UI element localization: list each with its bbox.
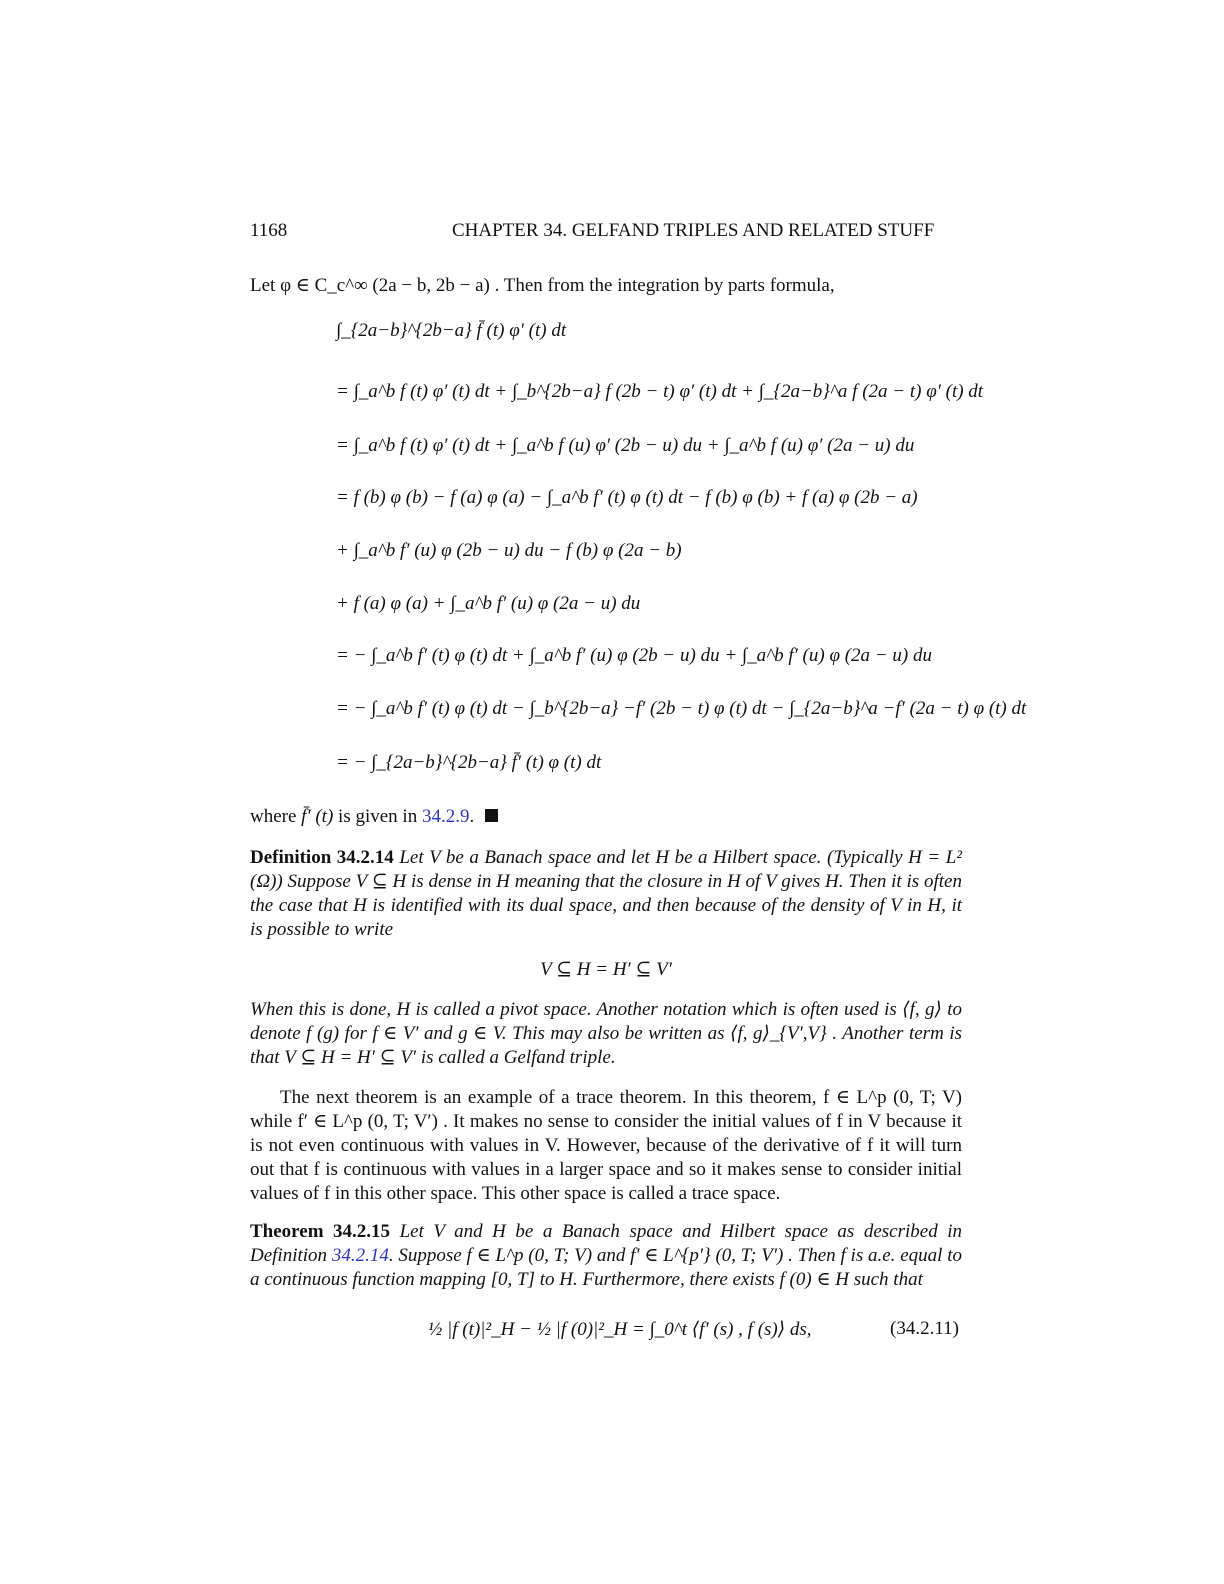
- page-number: 1168: [250, 220, 288, 241]
- derivation-line-4: + ∫_a^b f′ (u) φ (2b − u) du − f (b) φ (2a − b): [336, 540, 682, 561]
- chapter-title: CHAPTER 34. GELFAND TRIPLES AND RELATED STUFF: [452, 220, 935, 241]
- definition-body-2: When this is done, H is called a pivot space. Another notation which is often used is ⟨f, g⟩ to denote f (g) for f ∈ V′ and g ∈ V. This may also be written as ⟨f, g⟩_{V′,V} . Another term is that V ⊆ H = H′ ⊆ V′ is called a Gelfand triple.: [250, 999, 962, 1068]
- derivation-line-3: = f (b) φ (b) − f (a) φ (a) − ∫_a^b f′ (t) φ (t) dt − f (b) φ (b) + f (a) φ (2b − a): [336, 487, 918, 508]
- definition-display: V ⊆ H = H′ ⊆ V′: [540, 959, 672, 980]
- derivation-line-7: = − ∫_a^b f′ (t) φ (t) dt − ∫_b^{2b−a} −f′ (2b − t) φ (t) dt − ∫_{2a−b}^a −f′ (2a − t) φ (t) dt: [336, 698, 1027, 719]
- closing-text-mid: is given in: [338, 806, 418, 827]
- derivation-line-1: = ∫_a^b f (t) φ′ (t) dt + ∫_b^{2b−a} f (2b − t) φ′ (t) dt + ∫_{2a−b}^a f (2a − t) φ′ (t) dt: [336, 381, 984, 402]
- closing-math: f̄′ (t): [301, 806, 334, 827]
- derivation-line-8: = − ∫_{2a−b}^{2b−a} f̄′ (t) φ (t) dt: [336, 752, 602, 773]
- theorem-body-start: Let V and H be a Banach space and Hilbert space as described in Definition: [250, 1221, 963, 1266]
- intro-text: Let φ ∈ C_c^∞ (2a − b, 2b − a) . Then from the integration by parts formula,: [250, 275, 835, 296]
- derivation-line-6: = − ∫_a^b f′ (t) φ (t) dt + ∫_a^b f′ (u) φ (2b − u) du + ∫_a^b f′ (u) φ (2a − u) du: [336, 645, 932, 666]
- qed-icon: [485, 809, 498, 822]
- theorem-equation: ½ |f (t)|²_H − ½ |f (0)|²_H = ∫_0^t ⟨f′ (s) , f (s)⟩ ds,: [428, 1319, 812, 1340]
- proof-closing: [250, 806, 498, 828]
- ref-link-34-2-9[interactable]: 34.2.9: [421, 806, 470, 827]
- closing-text-before: where: [250, 806, 297, 827]
- trace-paragraph: The next theorem is an example of a trace theorem. In this theorem, f ∈ L^p (0, T; V) while f′ ∈ L^p (0, T; V′) . It makes no sense to consider the initial values of f in V because it is not even continuous with values in V. However, because of the derivative of f it will turn out that f is continuous with values in a larger space and so it makes sense to consider initial values of f in this other space. This other space is called a trace space.: [250, 1087, 962, 1204]
- derivation-line-0: ∫_{2a−b}^{2b−a} f̄ (t) φ′ (t) dt: [336, 320, 567, 341]
- equation-number: (34.2.11): [890, 1318, 959, 1339]
- closing-text-end: .: [469, 806, 475, 827]
- ref-link-34-2-14[interactable]: 34.2.14: [331, 1245, 389, 1266]
- theorem-34-2-15: [250, 1220, 962, 1292]
- theorem-body-end: . Suppose f ∈ L^p (0, T; V) and f′ ∈ L^{p′} (0, T; V′) . Then f is a.e. equal to a continuous function mapping [0, T] to H. Furthermore, there exists f (0) ∈ H such that: [250, 1245, 963, 1290]
- definition-label: Definition 34.2.14: [250, 847, 394, 868]
- derivation-line-2: = ∫_a^b f (t) φ′ (t) dt + ∫_a^b f (u) φ′ (2b − u) du + ∫_a^b f (u) φ′ (2a − u) du: [336, 435, 915, 456]
- definition-body-1: Let V be a Banach space and let H be a Hilbert space. (Typically H = L² (Ω)) Suppose V ⊆ H is dense in H meaning that the closure in H of V gives H. Then it is often the case that H is identified with its dual space, and then because of the density of V in H, it is possible to write: [250, 847, 962, 940]
- theorem-label: Theorem 34.2.15: [250, 1221, 391, 1242]
- derivation-line-5: + f (a) φ (a) + ∫_a^b f′ (u) φ (2a − u) du: [336, 593, 641, 614]
- definition-34-2-14: [250, 846, 962, 942]
